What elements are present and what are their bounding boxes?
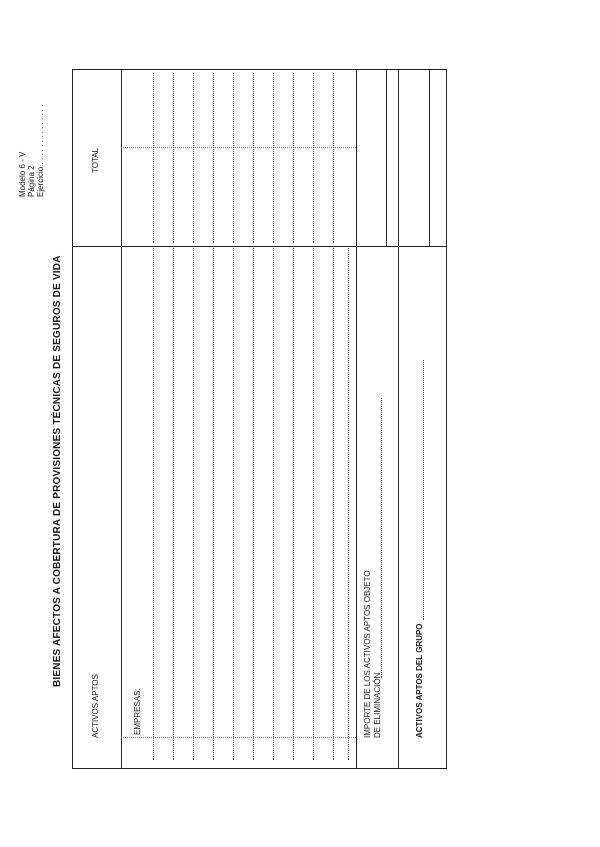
total-row-line[interactable] [121, 147, 356, 148]
entry-row[interactable] [273, 248, 274, 760]
total-sub-divider [386, 70, 387, 247]
total-entry-row[interactable] [193, 73, 194, 243]
col-total-header: TOTAL [91, 147, 100, 173]
ejercicio-field[interactable]: Ejercicio . . . . . . . . . . . . . . [36, 104, 45, 197]
total-entry-row[interactable] [293, 73, 294, 243]
entry-row[interactable] [173, 248, 174, 760]
importe-label-line2: DE ELIMINACIÓN [373, 672, 382, 738]
entry-row[interactable] [253, 248, 254, 760]
entry-row[interactable] [348, 248, 349, 760]
total-entry-row[interactable] [313, 73, 314, 243]
total-entry-row[interactable] [173, 73, 174, 243]
grupo-dotted-leader[interactable] [423, 360, 424, 620]
modelo-label: Modelo 6 - V [18, 151, 27, 197]
entry-row[interactable] [153, 248, 154, 760]
header-row-divider [121, 70, 122, 768]
total-entry-row[interactable] [233, 73, 234, 243]
entry-row[interactable] [233, 248, 234, 760]
entry-row[interactable] [333, 248, 334, 760]
total-entry-row[interactable] [213, 73, 214, 243]
form-header [18, 105, 45, 197]
total-entry-row[interactable] [253, 73, 254, 243]
total-entry-row[interactable] [333, 73, 334, 243]
total-sub-divider [429, 70, 430, 247]
grupo-row-divider [398, 70, 399, 768]
entry-row[interactable] [293, 248, 294, 760]
importe-dotted-leader[interactable] [381, 398, 382, 678]
empresa-row-line[interactable] [121, 737, 356, 738]
importe-label-line1: IMPORTE DE LOS ACTIVOS APTOS OBJETO [363, 570, 372, 738]
entry-row[interactable] [313, 248, 314, 760]
total-entry-row[interactable] [273, 73, 274, 243]
entry-row[interactable] [213, 248, 214, 760]
column-divider [73, 246, 446, 247]
empresas-label: EMPRESAS: [133, 688, 142, 735]
entry-row[interactable] [193, 248, 194, 760]
activos-grupo-label: ACTIVOS APTOS DEL GRUPO [415, 623, 424, 738]
activos-aptos-table [72, 69, 447, 769]
importe-row-divider [356, 70, 357, 768]
col-activos-header: ACTIVOS APTOS [91, 674, 100, 738]
form-title: BIENES AFECTOS A COBERTURA DE PROVISIONES TÉCNICAS DE SEGUROS DE VIDA [52, 255, 63, 687]
total-entry-row[interactable] [153, 73, 154, 243]
pagina-label: Página 2 [27, 165, 36, 197]
